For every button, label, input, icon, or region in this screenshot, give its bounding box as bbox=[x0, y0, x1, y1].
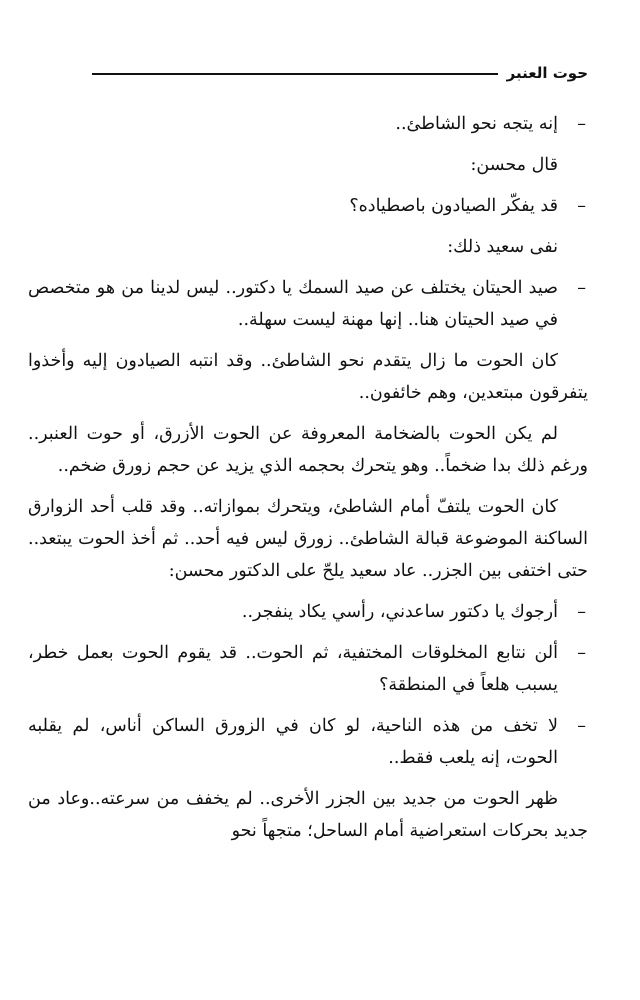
narration-paragraph bbox=[28, 783, 588, 847]
running-header bbox=[92, 58, 588, 88]
paragraph-text: قد يفكّر الصيادون باصطياده؟ bbox=[349, 196, 558, 216]
page-body bbox=[28, 108, 588, 856]
paragraph-text: لم يكن الحوت بالضخامة المعروفة عن الحوت الأزرق، أو حوت العنبر.. ورغم ذلك بدا ضخماً.. وهو يتحرك بحجمه الذي يزيد عن حجم زورق ضخم.. bbox=[28, 424, 588, 476]
dialogue-line bbox=[28, 710, 588, 774]
paragraph-text: لا تخف من هذه الناحية، لو كان في الزورق الساكن أناس، لم يقلبه الحوت، إنه يلعب فقط.. bbox=[28, 716, 558, 768]
paragraph-text: أرجوك يا دكتور ساعدني، رأسي يكاد ينفجر.. bbox=[241, 602, 558, 622]
speaker-line bbox=[28, 149, 588, 181]
header-rule bbox=[92, 73, 498, 75]
dialogue-dash: – bbox=[577, 196, 586, 216]
dialogue-dash: – bbox=[577, 643, 586, 663]
dialogue-line bbox=[28, 272, 588, 336]
narration-paragraph bbox=[28, 418, 588, 482]
narration-paragraph bbox=[28, 345, 588, 409]
paragraph-text: نفى سعيد ذلك: bbox=[447, 237, 558, 257]
chapter-title: حوت العنبر bbox=[506, 64, 588, 82]
paragraph-text: ظهر الحوت من جديد بين الجزر الأخرى.. لم يخفف من سرعته..وعاد من جديد بحركات استعراضية أمام الساحل؛ متجهاً نحو bbox=[28, 789, 588, 841]
dialogue-line bbox=[28, 190, 588, 222]
dialogue-dash: – bbox=[577, 602, 586, 622]
dialogue-line bbox=[28, 596, 588, 628]
dialogue-line bbox=[28, 108, 588, 140]
narration-paragraph bbox=[28, 491, 588, 587]
dialogue-dash: – bbox=[577, 114, 586, 134]
book-page bbox=[28, 0, 588, 1000]
paragraph-text: إنه يتجه نحو الشاطئ.. bbox=[395, 114, 558, 134]
paragraph-text: ألن نتابع المخلوقات المختفية، ثم الحوت.. قد يقوم الحوت بعمل خطر، يسبب هلعاً في المنطقة؟ bbox=[28, 643, 558, 695]
speaker-line bbox=[28, 231, 588, 263]
dialogue-line bbox=[28, 637, 588, 701]
dialogue-dash: – bbox=[577, 716, 586, 736]
paragraph-text: كان الحوت ما زال يتقدم نحو الشاطئ.. وقد انتبه الصيادون إليه وأخذوا يتفرقون مبتعدين، وهم خائفون.. bbox=[28, 351, 588, 403]
dialogue-dash: – bbox=[577, 278, 586, 298]
paragraph-text: قال محسن: bbox=[470, 155, 558, 175]
paragraph-text: صيد الحيتان يختلف عن صيد السمك يا دكتور.. ليس لدينا من هو متخصص في صيد الحيتان هنا.. إنها مهنة ليست سهلة.. bbox=[28, 278, 558, 330]
paragraph-text: كان الحوت يلتفّ أمام الشاطئ، ويتحرك بموازاته.. وقد قلب أحد الزوارق الساكنة الموضوعة قبالة الشاطئ.. زورق ليس فيه أحد.. ثم أخذ الحوت يبتعد.. حتى اختفى بين الجزر.. عاد سعيد يلحّ على الدكتور محسن: bbox=[28, 497, 588, 581]
